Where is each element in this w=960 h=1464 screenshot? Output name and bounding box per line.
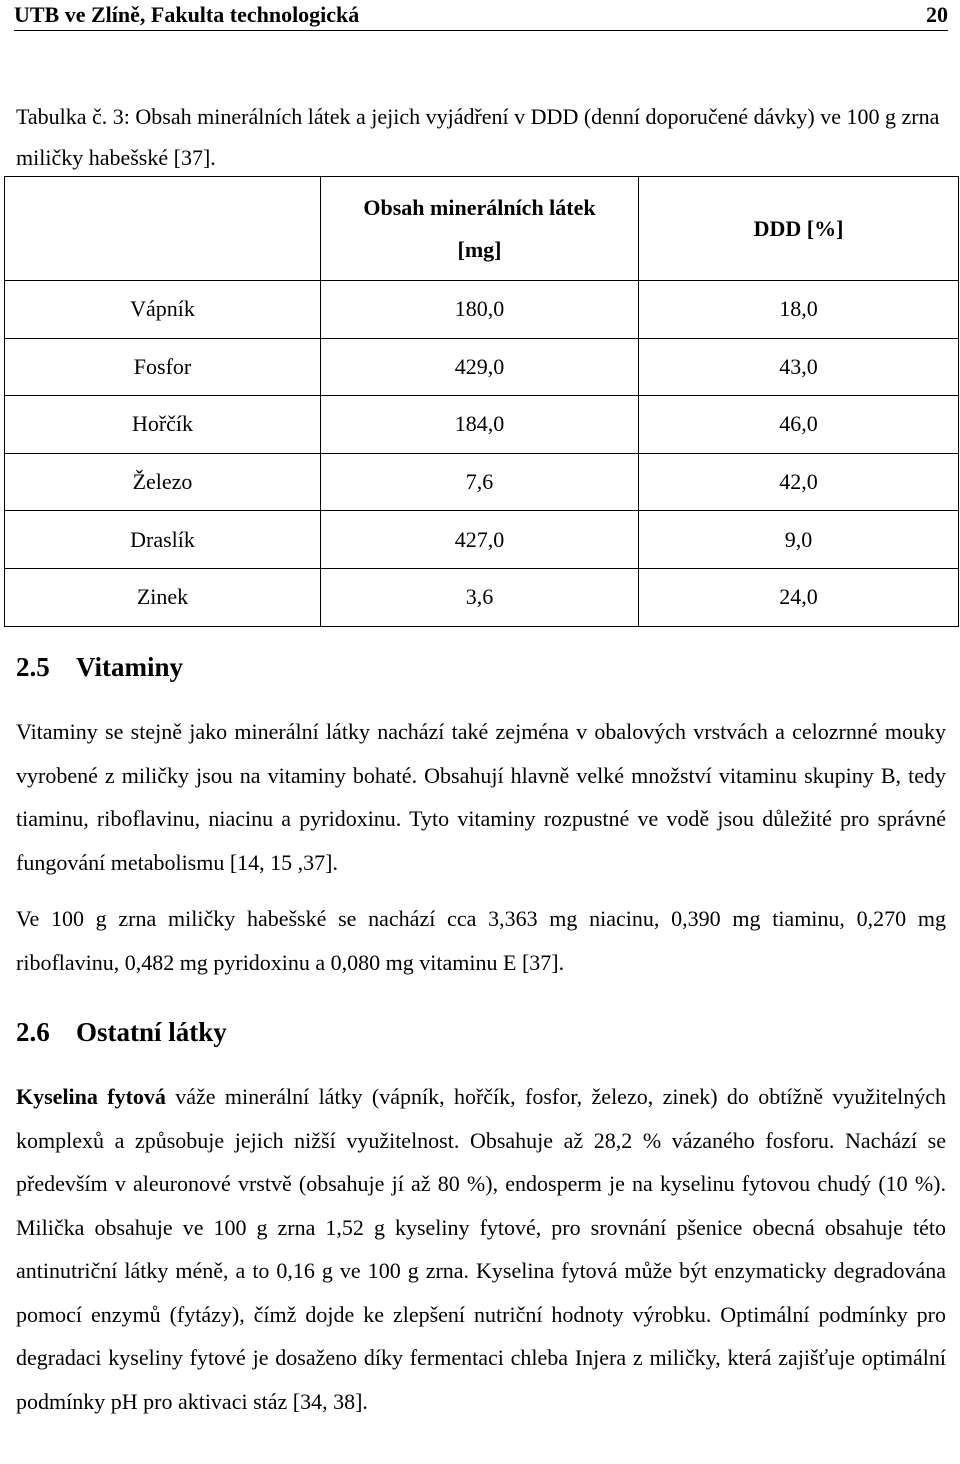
table-cell-ddd: 9,0 bbox=[639, 511, 959, 569]
page-header bbox=[14, 0, 948, 31]
table-cell-mineral: Draslík bbox=[5, 511, 321, 569]
table-row bbox=[5, 396, 959, 454]
table-cell-ddd: 24,0 bbox=[639, 568, 959, 626]
table-header-content bbox=[321, 177, 639, 281]
table-header-content-label: Obsah minerálních látek bbox=[363, 194, 596, 220]
table-header-ddd: DDD [%] bbox=[639, 177, 959, 281]
section-heading-vitaminy bbox=[16, 652, 183, 683]
section-title: Ostatní látky bbox=[76, 1017, 227, 1047]
table-cell-content: 3,6 bbox=[321, 568, 639, 626]
table-row bbox=[5, 281, 959, 339]
header-title: UTB ve Zlíně, Fakulta technologická bbox=[14, 2, 360, 27]
bold-term-kyselina-fytova: Kyselina fytová bbox=[16, 1084, 166, 1109]
table-row bbox=[5, 511, 959, 569]
table-cell-ddd: 46,0 bbox=[639, 396, 959, 454]
paragraph-ostatni bbox=[16, 1075, 946, 1423]
table-cell-mineral: Železo bbox=[5, 453, 321, 511]
paragraph-vitaminy-1: Vitaminy se stejně jako minerální látky nachází také zejména v obalových vrstvách a celozrnné mouky vyrobené z miličky jsou na vitaminy bohaté. Obsahují hlavně velké množství vitaminu skupiny B, tedy tiaminu, riboflavinu, niacinu a pyridoxinu. Tyto vitaminy rozpustné ve vodě jsou důležité pro správné fungování metabolismu [14, 15 ,37]. bbox=[16, 719, 946, 875]
table-header-row bbox=[5, 177, 959, 281]
minerals-table bbox=[4, 176, 959, 627]
table-cell-ddd: 43,0 bbox=[639, 338, 959, 396]
table-header-empty bbox=[5, 177, 321, 281]
table-cell-content: 7,6 bbox=[321, 453, 639, 511]
table-row bbox=[5, 453, 959, 511]
table-caption: Tabulka č. 3: Obsah minerálních látek a jejich vyjádření v DDD (denní doporučené dávky) ve 100 g zrna miličky habešské [37]. bbox=[16, 104, 940, 170]
table-cell-mineral: Vápník bbox=[5, 281, 321, 339]
section-number: 2.5 bbox=[16, 652, 50, 682]
section-heading-ostatni bbox=[16, 1017, 227, 1048]
section-number: 2.6 bbox=[16, 1017, 50, 1047]
table-cell-content: 427,0 bbox=[321, 511, 639, 569]
page-number: 20 bbox=[926, 2, 948, 27]
table-cell-mineral: Fosfor bbox=[5, 338, 321, 396]
table-cell-ddd: 18,0 bbox=[639, 281, 959, 339]
table-cell-mineral: Hořčík bbox=[5, 396, 321, 454]
table-row bbox=[5, 338, 959, 396]
table-cell-content: 184,0 bbox=[321, 396, 639, 454]
section-title: Vitaminy bbox=[76, 652, 183, 682]
paragraph-vitaminy-2: Ve 100 g zrna miličky habešské se nachází cca 3,363 mg niacinu, 0,390 mg tiaminu, 0,270 mg riboflavinu, 0,482 mg pyridoxinu a 0,080 mg vitaminu E [37]. bbox=[16, 906, 946, 975]
table-header-content-unit: [mg] bbox=[457, 236, 502, 262]
table-cell-content: 180,0 bbox=[321, 281, 639, 339]
table-cell-content: 429,0 bbox=[321, 338, 639, 396]
table-row bbox=[5, 568, 959, 626]
table-cell-ddd: 42,0 bbox=[639, 453, 959, 511]
paragraph-ostatni-text: váže minerální látky (vápník, hořčík, fosfor, železo, zinek) do obtížně využitelných komplexů a způsobuje jejich nižší využitelnost. Obsahuje až 28,2 % vázaného fosforu. Nachází se především v aleuronové vrstvě (obsahuje jí až 80 %), endosperm je na kyselinu fytovou chudý (10 %). Milička obsahuje ve 100 g zrna 1,52 g kyseliny fytové, pro srovnání pšenice obecná obsahuje této antinutriční látky méně, a to 0,16 g ve 100 g zrna. Kyselina fytová může být enzymaticky degradována pomocí enzymů (fytázy), čímž dojde ke zlepšení nutriční hodnoty výrobku. Optimální podmínky pro degradaci kyseliny fytové je dosaženo díky fermentaci chleba Injera z miličky, která zajišťuje optimální podmínky pH pro aktivaci stáz [34, 38]. bbox=[16, 1084, 946, 1414]
table-cell-mineral: Zinek bbox=[5, 568, 321, 626]
